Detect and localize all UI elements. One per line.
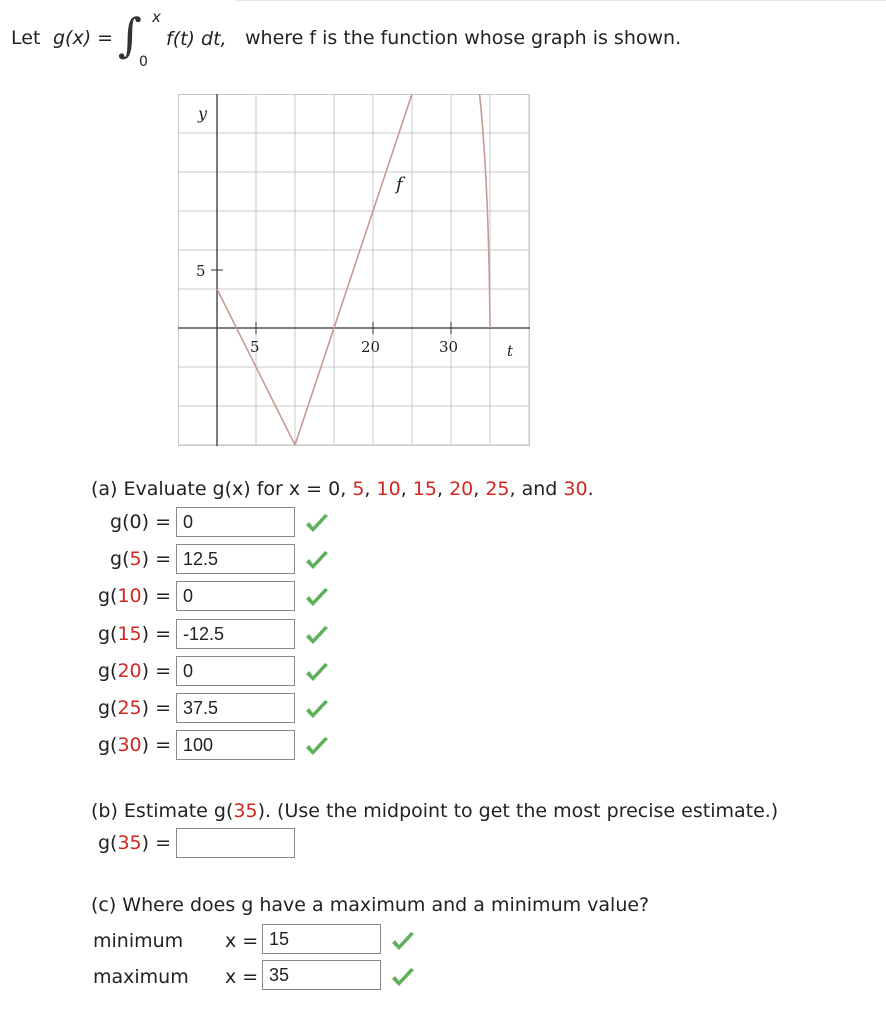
g-row-arg: 10 <box>117 585 142 607</box>
intro-lhs: g(x) = <box>53 27 114 49</box>
g-row-pre: g( <box>97 623 118 645</box>
g-row-label <box>98 585 171 607</box>
g-row-pre: g( <box>97 660 118 682</box>
g-row-post: ) = <box>141 660 171 682</box>
g-row-answer-input[interactable]: 37.5 <box>176 693 295 723</box>
part-a-prompt: (a) Evaluate g(x) for x = 0, 5, 10, 15, 20, 25, and 30. <box>91 478 594 500</box>
part-a-val-25: 25 <box>485 478 510 500</box>
g-row-answer-input[interactable]: 0 <box>176 581 295 611</box>
g-row-label <box>98 623 171 645</box>
intro-suffix: where f is the function whose graph is shown. <box>245 27 682 49</box>
maximum-x-eq: x = <box>225 966 259 988</box>
g-row-post: ) = <box>141 585 171 607</box>
g-row-answer-input[interactable]: -12.5 <box>176 619 295 649</box>
minimum-x-eq: x = <box>225 930 259 952</box>
integral-lower-limit: 0 <box>139 54 148 70</box>
check-icon <box>304 513 330 535</box>
curve-label: f <box>396 174 403 195</box>
maximum-label: maximum <box>93 966 189 988</box>
function-graph <box>178 94 530 446</box>
g-row-label <box>110 548 171 570</box>
x-tick-label-5: 5 <box>250 338 260 356</box>
y-axis-label: y <box>198 104 208 123</box>
check-icon <box>304 625 330 647</box>
g-row-answer-input[interactable]: 100 <box>176 730 295 760</box>
g-row-pre: g( <box>97 697 118 719</box>
g-row-post: ) = <box>141 697 171 719</box>
part-a-val-30: 30 <box>563 478 588 500</box>
g-row-post: ) = <box>141 734 171 756</box>
minimum-answer-input[interactable]: 15 <box>262 924 381 954</box>
g-row-post: ) = <box>141 623 171 645</box>
part-a-end: . <box>587 478 594 500</box>
maximum-check-icon <box>390 967 416 989</box>
check-icon <box>304 587 330 609</box>
g35-arg: 35 <box>117 832 142 854</box>
intro-prefix: Let <box>11 27 41 49</box>
integral-sign-icon: ∫ <box>118 8 142 62</box>
part-b-prompt-pre: (b) Estimate g( <box>91 800 234 822</box>
top-divider <box>235 0 886 1</box>
g-row-post: ) = <box>141 511 171 533</box>
part-a-and: , and <box>509 478 564 500</box>
check-icon <box>304 550 330 572</box>
g-row-arg: 5 <box>129 548 142 570</box>
x-tick-label-30: 30 <box>439 338 459 356</box>
minimum-check-icon <box>390 931 416 953</box>
check-icon <box>304 736 330 758</box>
integrand: f(t) dt, <box>166 28 227 50</box>
x-axis-label: t <box>507 342 514 360</box>
g-row-label <box>98 697 171 719</box>
check-icon <box>304 699 330 721</box>
g-row-pre: g( <box>110 511 130 533</box>
g-row-answer-input[interactable]: 0 <box>176 656 295 686</box>
g-row-answer-input[interactable]: 12.5 <box>176 544 295 574</box>
g-row-arg: 0 <box>129 511 142 533</box>
part-b-prompt-post: ). (Use the midpoint to get the most precise estimate.) <box>257 800 779 822</box>
g-row-answer-input[interactable]: 0 <box>176 507 295 537</box>
g35-pre: g( <box>97 832 118 854</box>
check-icon <box>304 662 330 684</box>
part-c-prompt: (c) Where does g have a maximum and a minimum value? <box>91 894 650 916</box>
g-row-pre: g( <box>97 734 118 756</box>
minimum-label: minimum <box>93 930 184 952</box>
g-row-arg: 25 <box>117 697 142 719</box>
part-a-val-0: 0 <box>328 478 341 500</box>
y-tick-label-5: 5 <box>196 262 206 280</box>
part-a-val-10: 10 <box>376 478 401 500</box>
g35-label <box>98 832 171 854</box>
maximum-answer-input[interactable]: 35 <box>262 960 381 990</box>
g35-answer-input[interactable] <box>176 828 295 858</box>
g-row-label <box>98 734 171 756</box>
g-row-post: ) = <box>141 548 171 570</box>
part-a-val-5: 5 <box>352 478 365 500</box>
part-a-val-20: 20 <box>449 478 474 500</box>
part-a-val-15: 15 <box>412 478 437 500</box>
g35-post: ) = <box>141 832 171 854</box>
g-row-pre: g( <box>97 585 118 607</box>
part-b-prompt-arg: 35 <box>233 800 258 822</box>
part-b-prompt <box>91 800 778 822</box>
integral-upper-limit: x <box>152 8 161 26</box>
part-a-lead: (a) Evaluate g(x) for x = <box>91 478 329 500</box>
g-row-pre: g( <box>110 548 130 570</box>
x-tick-label-20: 20 <box>361 338 381 356</box>
g-row-arg: 30 <box>117 734 142 756</box>
g-row-label <box>98 660 171 682</box>
g-row-label <box>110 511 171 533</box>
g-row-arg: 15 <box>117 623 142 645</box>
g-row-arg: 20 <box>117 660 142 682</box>
